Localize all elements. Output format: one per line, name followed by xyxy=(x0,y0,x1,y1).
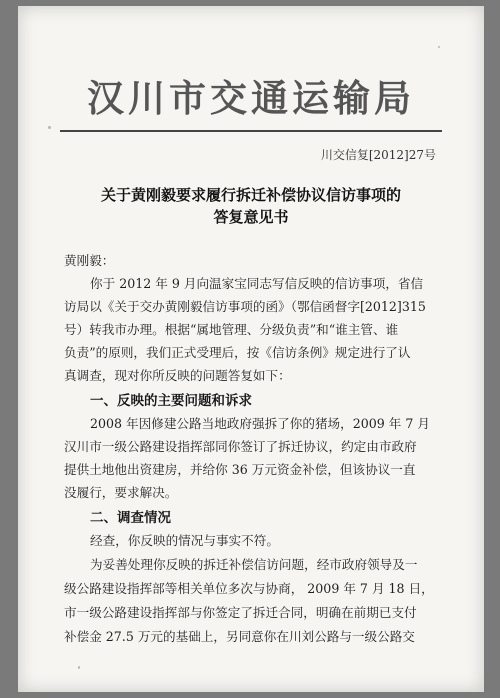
document-page xyxy=(18,6,484,692)
section-line: 级公路建设指挥部等相关单位多次与协商， 2009 年 7 月 18 日， xyxy=(64,581,434,596)
doc-title-line-2: 答复意见书 xyxy=(213,208,289,226)
section-line: 市一级公路建设指挥部与你签定了拆迁合同，明确在前期已支付 xyxy=(64,605,417,620)
para-line: 你于 2012 年 9 月向温家宝同志写信反映的信访事项，省信 xyxy=(90,276,424,291)
section-heading-2: 二、调查情况 xyxy=(90,510,171,526)
para-line: 访局以《关于交办黄刚毅信访事项的函》（鄂信函督字[2012]315 xyxy=(64,299,426,314)
section-line: 没履行，要求解决。 xyxy=(64,485,178,500)
scan-speck xyxy=(48,126,51,129)
para-line: 真调查，现对你所反映的问题答复如下： xyxy=(64,368,291,383)
scan-speck xyxy=(78,666,80,669)
para-line: 号）转我市办理。根据“属地管理、分级负责”和“谁主管、谁 xyxy=(64,322,399,337)
doc-number: 川交信复[2012]27号 xyxy=(320,148,436,162)
doc-title-line-1: 关于黄刚毅要求履行拆迁补偿协议信访事项的 xyxy=(100,186,401,204)
section-line: 经查，你反映的情况与事实不符。 xyxy=(90,533,279,548)
scan-speck xyxy=(438,46,440,48)
section-line: 提供土地他出资建房，并给你 36 万元资金补偿，但该协议一直 xyxy=(64,462,416,477)
section-line: 2008 年因修建公路当地政府强拆了你的猪场，2009 年 7 月 xyxy=(90,416,431,431)
section-line: 为妥善处理你反映的拆迁补偿信访问题，经市政府领导及一 xyxy=(90,557,418,572)
salutation: 黄刚毅： xyxy=(64,253,115,268)
section-line: 补偿金 27.5 万元的基础上，另同意你在川刘公路与一级公路交 xyxy=(64,629,415,644)
header-rule xyxy=(60,130,442,132)
org-name: 汉川市交通运输局 xyxy=(87,77,415,120)
para-line: 负责”的原则，我们正式受理后，按《信访条例》规定进行了认 xyxy=(64,345,411,360)
section-line: 汉川市一级公路建设指挥部同你签订了拆迁协议，约定由市政府 xyxy=(64,439,417,454)
section-heading-1: 一、反映的主要问题和诉求 xyxy=(90,393,252,409)
